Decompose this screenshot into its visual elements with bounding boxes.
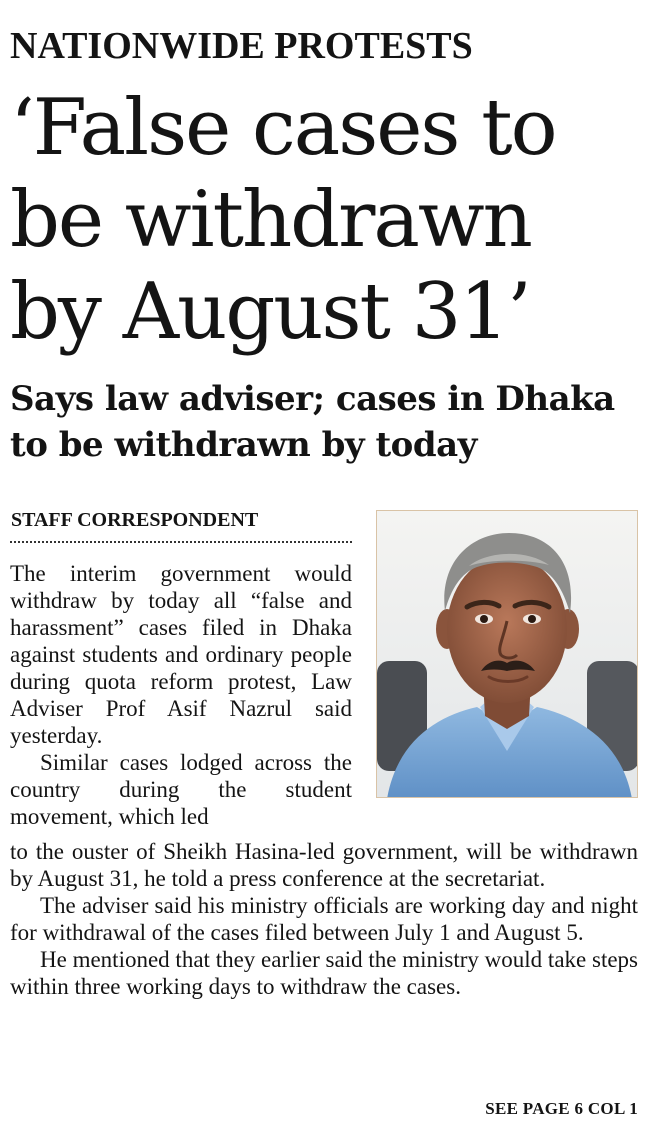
portrait-photo <box>376 510 638 798</box>
headline-line-2: be withdrawn <box>10 175 531 265</box>
portrait-photo-icon <box>377 511 638 798</box>
headline <box>10 82 640 358</box>
byline-divider <box>10 541 352 543</box>
subheadline <box>10 376 640 468</box>
headline-line-1: ‘False cases to <box>10 83 556 173</box>
headline-line-3: by August 31’ <box>10 267 530 357</box>
paragraph-1: The interim government would withdraw by today all “false and harassment” cases filed in Dhaka against students and ordinary people during quota reform protest, Law Adviser Prof Asif Nazrul said yesterday. <box>10 561 352 748</box>
section-kicker: NATIONWIDE PROTESTS <box>10 25 473 67</box>
paragraph-2-continued: to the ouster of Sheikh Hasina-led government, will be withdrawn by August 31, he told a press conference at the secretariat. <box>10 839 638 891</box>
byline: STAFF CORRESPONDENT <box>11 509 259 531</box>
article-body-narrow <box>10 560 352 830</box>
subheadline-line-2: to be withdrawn by today <box>10 425 477 465</box>
article-body-wide <box>10 838 638 1000</box>
paragraph-4: He mentioned that they earlier said the ministry would take steps within three working days to withdraw the cases. <box>10 947 638 999</box>
continued-on-page-link[interactable]: SEE PAGE 6 COL 1 <box>485 1099 638 1118</box>
subheadline-line-1: Says law adviser; cases in Dhaka <box>10 379 615 419</box>
paragraph-2-start: Similar cases lodged across the country during the student movement, which led <box>10 750 352 829</box>
paragraph-3: The adviser said his ministry officials are working day and night for withdrawal of the cases filed between July 1 and August 5. <box>10 893 638 945</box>
